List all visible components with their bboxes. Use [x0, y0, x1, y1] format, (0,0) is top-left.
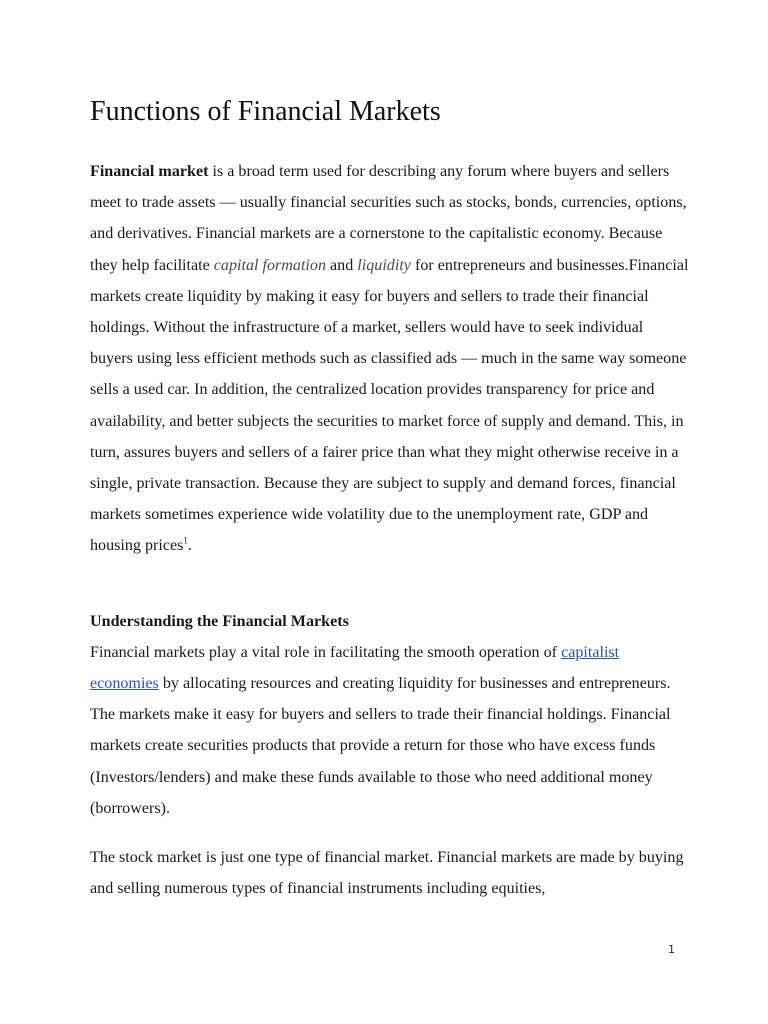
term-capital-formation: capital formation	[213, 256, 326, 274]
document-title: Functions of Financial Markets	[90, 96, 441, 127]
term-liquidity: liquidity	[357, 256, 411, 274]
section-text-b: by allocating resources and creating liquidity for businesses and entrepreneurs. The markets make it easy for buyers and sellers to trade their financial holdings. Financial markets create securities products that provide a return for those who have excess funds (Investors/lenders) and make these funds available to those who need additional money (borrowers).	[90, 675, 671, 817]
bold-term-financial-market: Financial market	[90, 163, 209, 180]
section-paragraph-1	[90, 637, 690, 824]
section-heading: Understanding the Financial Markets	[90, 612, 349, 630]
intro-text-a: is a broad term used for describing any forum where buyers and sellers meet to trade assets — usually financial securities such as stocks, bonds, currencies, options, and derivatives. Financial markets are a cornerstone to the capitalistic economy. Because they help facilitate	[90, 163, 687, 274]
intro-text-c: for entrepreneurs and businesses.Financial markets create liquidity by making it easy for buyers and sellers to trade their financial holdings. Without the infrastructure of a market, sellers would have to seek individual buyers using less efficient methods such as classified ads — much in the same way someone sells a used car. In addition, the centralized location provides transparency for price and availability, and better subjects the securities to market force of supply and demand. This, in turn, assures buyers and sellers of a fairer price than what they might otherwise receive in a single, private transaction. Because they are subject to supply and demand forces, financial markets sometimes experience wide volatility due to the unemployment rate, GDP and housing prices	[90, 256, 689, 555]
page-number: 1	[668, 943, 675, 956]
document-body	[90, 92, 690, 904]
intro-text-b: and	[326, 256, 358, 274]
capitalist-economies-link[interactable]: capitalist economies	[90, 643, 620, 693]
section-paragraph-2: The stock market is just one type of financial market. Financial markets are made by buying and selling numerous types of financial instruments including equities,	[90, 849, 684, 898]
section-text-a: Financial markets play a vital role in facilitating the smooth operation of	[90, 643, 562, 661]
footnote-marker[interactable]: 1	[183, 536, 188, 547]
intro-paragraph	[90, 156, 690, 562]
intro-text-end: .	[187, 537, 192, 555]
